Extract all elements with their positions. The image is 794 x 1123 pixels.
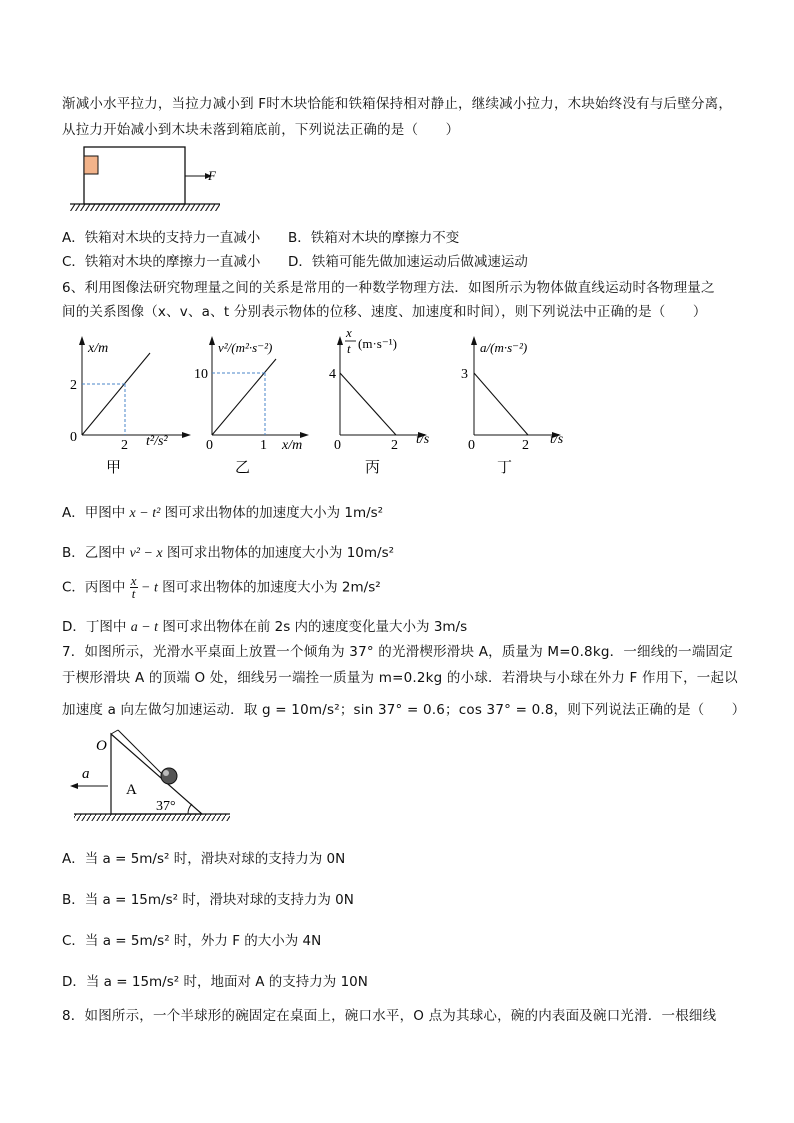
q7-text-line3: 加速度 a 向左做匀加速运动．取 g = 10m/s²；sin 37° = 0.6；cos 37° = 0.8，则下列说法正确的是（ ）	[62, 702, 746, 718]
jia-origin: 0	[70, 430, 77, 445]
bing-origin: 0	[334, 438, 341, 453]
q6-graph-yi	[196, 333, 336, 483]
yi-xlabel: x/m	[282, 438, 303, 453]
q7-text-line1: 7．如图所示，光滑水平桌面上放置一个倾角为 37° 的光滑楔形滑块 A，质量为 M=0.8kg．一细线的一端固定	[62, 644, 733, 660]
q6-graph-jia	[58, 333, 198, 483]
yi-xtick: 1	[260, 438, 267, 453]
q5-option-a: A．铁箱对木块的支持力一直减小	[62, 230, 261, 246]
q6-graph-ding	[458, 333, 598, 483]
q7-text-line2: 于楔形滑块 A 的顶端 O 处，细线另一端拴一质量为 m=0.2kg 的小球．若滑块与小球在外力 F 作用下，一起以	[62, 670, 738, 686]
q6-option-b: B．乙图中 v² − x 图可求出物体的加速度大小为 10m/s²	[62, 545, 395, 561]
jia-xtick: 2	[121, 438, 128, 453]
ding-ytick: 3	[461, 367, 468, 382]
q5-option-b: B．铁箱对木块的摩擦力不变	[288, 230, 460, 246]
bing-caption: 丙	[365, 460, 381, 476]
yi-caption: 乙	[235, 460, 251, 476]
yi-ytick: 10	[194, 367, 208, 382]
q5-text-line1: 渐减小水平拉力，当拉力减小到 F时木块恰能和铁箱保持相对静止，继续减小拉力，木块始终没有与后壁分离，	[62, 96, 733, 112]
q5-figure-iron-box	[60, 140, 240, 220]
bing-ytick: 4	[329, 367, 336, 382]
bing-ylabel-den: t	[347, 341, 351, 356]
q8-text-line1: 8．如图所示，一个半球形的碗固定在桌面上，碗口水平，O 点为其球心，碗的内表面及碗口光滑．一根细线	[62, 1008, 717, 1024]
q7-option-b: B．当 a = 15m/s² 时，滑块对球的支持力为 0N	[62, 892, 354, 908]
ding-xlabel: t/s	[550, 432, 564, 447]
q7-option-a: A．当 a = 5m/s² 时，滑块对球的支持力为 0N	[62, 851, 346, 867]
q7-block-label: A	[126, 782, 137, 798]
bing-xlabel: t/s	[416, 432, 430, 447]
q5-option-d: D．铁箱可能先做加速运动后做减速运动	[288, 254, 528, 270]
bing-ylabel-num: x	[346, 325, 352, 340]
q7-figure-wedge	[60, 728, 240, 828]
jia-ytick: 2	[70, 378, 77, 393]
q7-option-d: D．当 a = 15m/s² 时，地面对 A 的支持力为 10N	[62, 974, 368, 990]
jia-caption: 甲	[106, 460, 122, 476]
q5-option-c: C．铁箱对木块的摩擦力一直减小	[62, 254, 261, 270]
bing-xtick: 2	[391, 438, 398, 453]
q6-option-a: A．甲图中 x − t² 图可求出物体的加速度大小为 1m/s²	[62, 505, 384, 521]
q7-angle-label: 37°	[156, 799, 176, 814]
ding-ylabel: a/(m·s⁻²)	[480, 340, 528, 355]
ding-caption: 丁	[497, 460, 513, 476]
q5-force-label: F	[208, 168, 216, 183]
q6-option-c: C．丙图中 $\frac{x}{t}$ − t 图可求出物体的加速度大小为 2m/s²	[62, 573, 381, 601]
q7-option-c: C．当 a = 5m/s² 时，外力 F 的大小为 4N	[62, 933, 322, 949]
ding-origin: 0	[468, 438, 475, 453]
q5-text-line2: 从拉力开始减小到木块未落到箱底前，下列说法正确的是（ ）	[62, 122, 460, 138]
q6-option-d: D．丁图中 a − t 图可求出物体在前 2s 内的速度变化量大小为 3m/s	[62, 619, 468, 635]
q6-text-line2: 间的关系图像（x、v、a、t 分别表示物体的位移、速度、加速度和时间），则下列说法中正确的是（ ）	[62, 304, 707, 320]
q6-text-line1: 6、利用图像法研究物理量之间的关系是常用的一种数学物理方法．如图所示为物体做直线运动时各物理量之	[62, 280, 715, 296]
jia-xlabel: t²/s²	[146, 434, 168, 449]
bing-ylabel-unit: (m·s⁻¹)	[358, 336, 397, 351]
q7-point-O: O	[96, 738, 107, 754]
ding-xtick: 2	[522, 438, 529, 453]
yi-ylabel: v²/(m²·s⁻²)	[218, 340, 273, 355]
q6-graph-bing	[326, 323, 466, 483]
yi-origin: 0	[206, 438, 213, 453]
jia-ylabel: x/m	[88, 341, 109, 356]
q7-accel-label: a	[82, 766, 90, 782]
